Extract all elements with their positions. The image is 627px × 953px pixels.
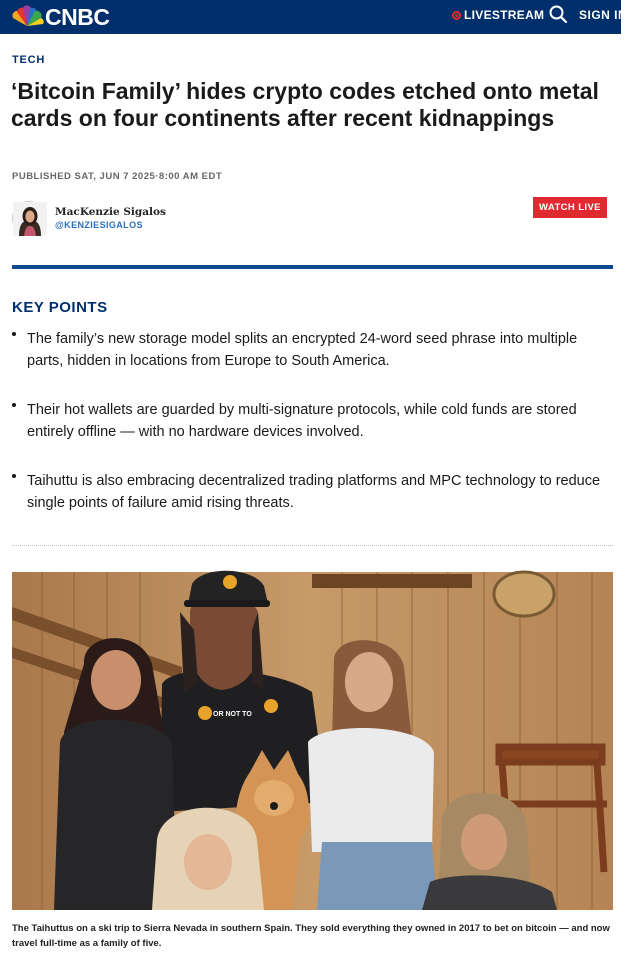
author-avatar[interactable] bbox=[12, 201, 46, 235]
dotted-divider bbox=[12, 545, 613, 546]
livestream-link[interactable] bbox=[452, 8, 544, 22]
livestream-label: LIVESTREAM bbox=[464, 8, 545, 22]
section-label[interactable]: TECH bbox=[12, 54, 46, 66]
live-dot-icon bbox=[452, 11, 461, 20]
cnbc-logo[interactable] bbox=[10, 4, 109, 30]
svg-text:OR NOT TO: OR NOT TO bbox=[213, 711, 252, 718]
brand-wordmark: CNBC bbox=[45, 3, 110, 30]
top-nav-bar bbox=[0, 0, 627, 34]
key-points-title: KEY POINTS bbox=[12, 299, 108, 316]
section-divider bbox=[12, 265, 613, 269]
key-points-list bbox=[12, 328, 602, 541]
key-point-item: The family’s new storage model splits an encrypted 24-word seed phrase into multiple parts, hidden in locations from Europe to South America. bbox=[12, 328, 602, 372]
peacock-icon bbox=[10, 6, 44, 28]
author-byline bbox=[12, 201, 166, 235]
article-photo[interactable] bbox=[12, 572, 613, 910]
watch-live-button[interactable]: WATCH LIVE bbox=[533, 197, 607, 218]
photo-caption: The Taihuttus on a ski trip to Sierra Nevada in southern Spain. They sold everything they owned in 2017 to bet on bitcoin — and now travel full-time as a family of five. bbox=[12, 923, 610, 949]
article-headline: ‘Bitcoin Family’ hides crypto codes etched onto metal cards on four continents after recent kidnappings bbox=[11, 78, 599, 131]
published-timestamp: PUBLISHED SAT, JUN 7 2025·8:00 AM EDT bbox=[12, 171, 223, 182]
sign-in-link[interactable]: SIGN IN bbox=[579, 8, 627, 22]
search-icon[interactable] bbox=[548, 4, 568, 24]
key-point-item: Taihuttu is also embracing decentralized trading platforms and MPC technology to reduce single points of failure amid rising threats. bbox=[12, 470, 602, 514]
key-point-item: Their hot wallets are guarded by multi-signature protocols, while cold funds are stored entirely offline — with no hardware devices involved. bbox=[12, 399, 602, 443]
author-handle[interactable]: @KENZIESIGALOS bbox=[55, 220, 143, 230]
author-name[interactable]: MacKenzie Sigalos bbox=[55, 206, 166, 218]
